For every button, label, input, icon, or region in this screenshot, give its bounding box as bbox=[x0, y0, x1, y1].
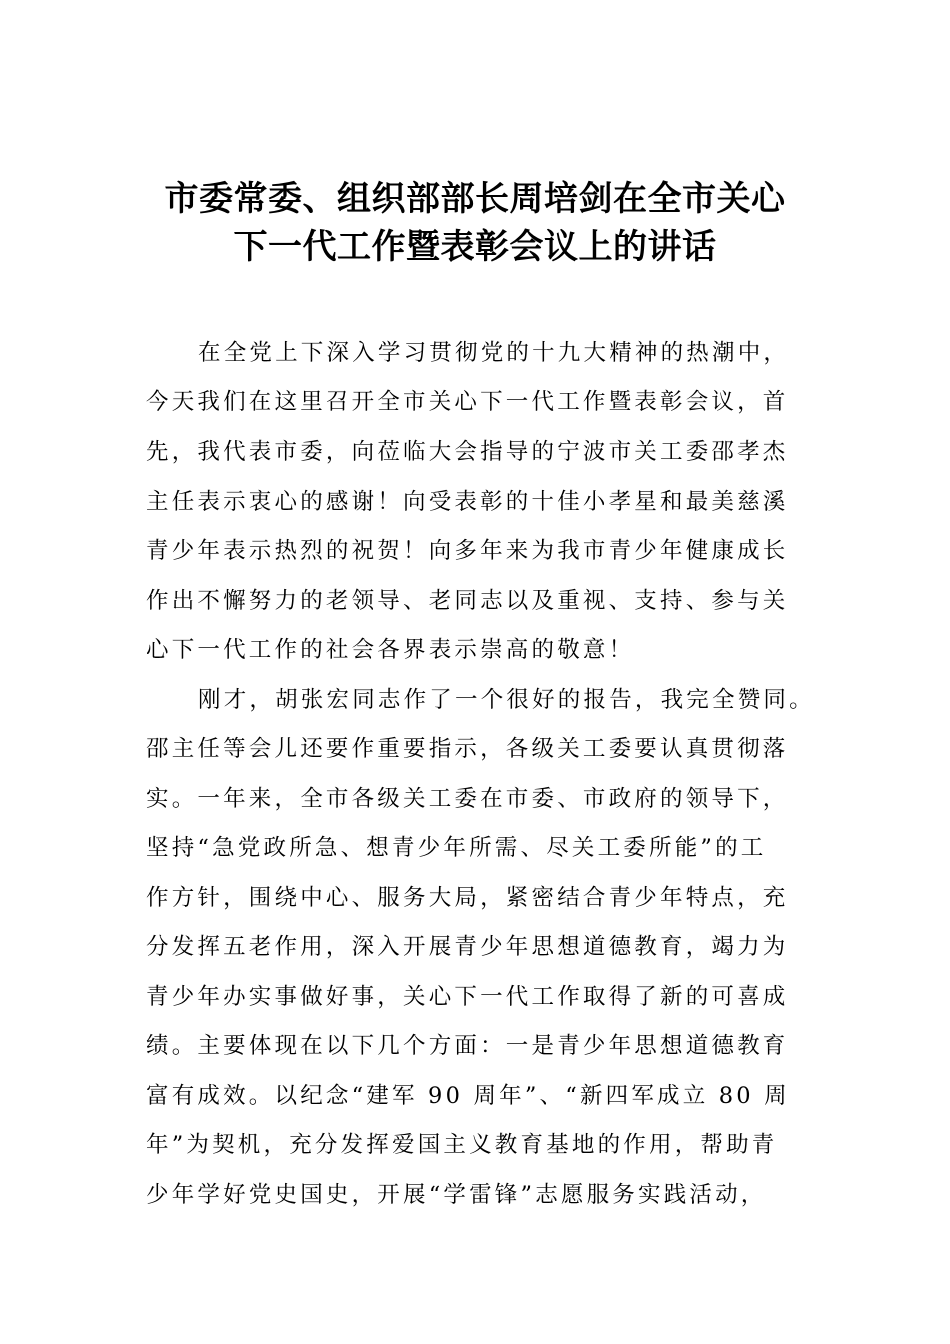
paragraph-2-line-4: 坚持“急党政所急、想青少年所需、尽关工委所能”的工 bbox=[146, 835, 767, 861]
paragraph-1-line-3: 先，我代表市委，向莅临大会指导的宁波市关工委邵孝杰 bbox=[146, 439, 789, 465]
document-title-line-2: 下一代工作暨表彰会议上的讲话 bbox=[233, 227, 717, 267]
document-title-line-1: 市委常委、组织部部长周培剑在全市关心 bbox=[164, 179, 786, 219]
paragraph-1-line-2: 今天我们在这里召开全市关心下一代工作暨表彰会议，首 bbox=[146, 389, 789, 415]
paragraph-1-line-4: 主任表示衷心的感谢！向受表彰的十佳小孝星和最美慈溪 bbox=[146, 489, 789, 515]
paragraph-2-line-7: 青少年办实事做好事，关心下一代工作取得了新的可喜成 bbox=[146, 984, 789, 1010]
paragraph-2-line-2: 邵主任等会儿还要作重要指示，各级关工委要认真贯彻落 bbox=[146, 736, 789, 762]
paragraph-2-line-3: 实。一年来，全市各级关工委在市委、市政府的领导下， bbox=[146, 786, 789, 812]
paragraph-2-line-6: 分发挥五老作用，深入开展青少年思想道德教育，竭力为 bbox=[146, 934, 789, 960]
paragraph-2-line-11: 少年学好党史国史，开展“学雷锋”志愿服务实践活动， bbox=[146, 1182, 767, 1208]
paragraph-2-line-10: 年”为契机，充分发挥爱国主义教育基地的作用，帮助青 bbox=[146, 1132, 778, 1158]
paragraph-1-line-6: 作出不懈努力的老领导、老同志以及重视、支持、参与关 bbox=[146, 588, 789, 614]
paragraph-2-line-1: 刚才，胡张宏同志作了一个很好的报告，我完全赞同。 bbox=[198, 687, 815, 713]
paragraph-1-line-5: 青少年表示热烈的祝贺！向多年来为我市青少年健康成长 bbox=[146, 538, 789, 564]
paragraph-2-line-8: 绩。主要体现在以下几个方面：一是青少年思想道德教育 bbox=[146, 1033, 789, 1059]
paragraph-1-line-1: 在全党上下深入学习贯彻党的十九大精神的热潮中， bbox=[198, 340, 790, 366]
paragraph-1-line-7: 心下一代工作的社会各界表示崇高的敬意！ bbox=[146, 637, 635, 663]
paragraph-2-line-5: 作方针，围绕中心、服务大局，紧密结合青少年特点，充 bbox=[146, 885, 789, 911]
paragraph-2-line-9: 富有成效。以纪念“建军 90 周年”、“新四军成立 80 周 bbox=[146, 1083, 790, 1109]
